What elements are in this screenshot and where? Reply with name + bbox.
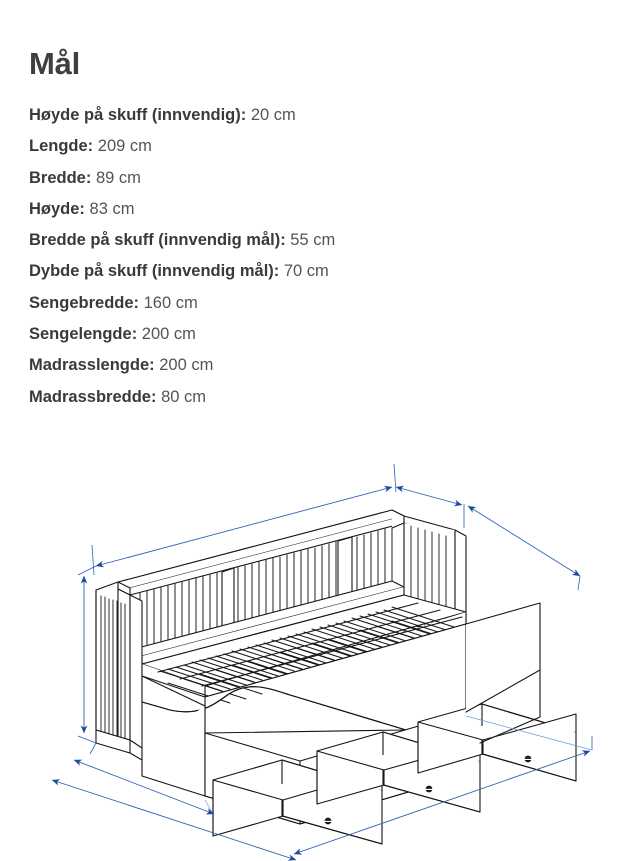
spec-row — [29, 382, 589, 413]
page-title: Mål — [29, 45, 81, 81]
spec-value: 89 cm — [95, 168, 141, 187]
spec-row — [29, 288, 589, 319]
spec-label: Sengelengde: — [29, 325, 138, 344]
spec-label: Høyde på skuff (innvendig): — [29, 106, 247, 124]
spec-label: Bredde: — [29, 168, 92, 187]
spec-row — [29, 163, 589, 194]
spec-label: Madrasslengde: — [29, 356, 155, 375]
spec-row — [29, 319, 589, 350]
spec-value: 209 cm — [97, 137, 152, 156]
left-end-panel-slats — [101, 596, 125, 738]
spec-label: Madrassbredde: — [29, 387, 157, 406]
bed-left-lower-panel — [142, 706, 205, 796]
daybed-isometric-svg — [0, 440, 622, 861]
daybed-illustration — [96, 510, 576, 844]
dimension-extended-depth — [468, 506, 580, 590]
specifications-list — [29, 100, 589, 413]
spec-value: 83 cm — [89, 199, 135, 218]
spec-row — [29, 350, 589, 381]
backrest-top-rail — [118, 510, 404, 595]
product-dimension-drawing — [0, 440, 622, 861]
spec-value: 55 cm — [290, 231, 336, 250]
spec-label: Dybde på skuff (innvendig mål): — [29, 262, 280, 281]
spec-row — [29, 256, 589, 287]
spec-row — [29, 131, 589, 162]
spec-label: Lengde: — [29, 137, 94, 156]
spec-label: Bredde på skuff (innvendig mål): — [29, 231, 286, 250]
spec-label: Høyde: — [29, 199, 85, 218]
spec-value: 160 cm — [143, 293, 198, 312]
dimension-height-left — [78, 566, 96, 743]
spec-row — [29, 100, 589, 131]
spec-value: 200 cm — [141, 325, 196, 344]
spec-row — [29, 194, 589, 225]
spec-label: Sengebredde: — [29, 293, 140, 312]
spec-row — [29, 225, 589, 256]
left-front-post — [130, 595, 142, 748]
spec-value: 20 cm — [250, 106, 296, 124]
spec-value: 200 cm — [159, 356, 214, 375]
spec-value: 70 cm — [283, 262, 329, 281]
spec-value: 80 cm — [161, 387, 206, 406]
